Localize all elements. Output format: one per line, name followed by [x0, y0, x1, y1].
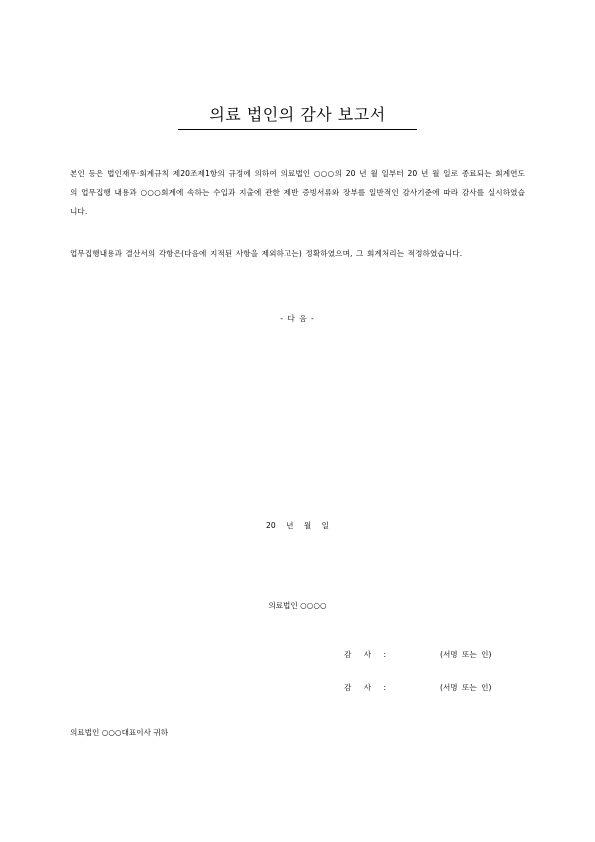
addressee-line: 의료법인 ○○○대표이사 귀하 — [70, 728, 169, 737]
auditor-label: 감 사 : — [344, 650, 392, 659]
auditor-signature-line — [344, 649, 524, 661]
audit-statement-paragraph: 본인 등은 법인재무·회계규칙 제20조제1항의 규정에 의하여 의료법인 ○○○의 20 년 월 일부터 20 년 월 일로 종료되는 회계연도의 업무집행 내용과 ○○○회계에 속하는 수입과 지출에 관한 제반 증빙서류와 장부를 일반적인 감사기준에 따라 감사를 실시하였습니다. — [70, 169, 525, 216]
signature-placeholder: (서명 또는 인) — [440, 683, 492, 692]
document-title: 의료 법인의 감사 보고서 — [209, 105, 386, 124]
corporation-name: 의료법인 ○○○○ — [268, 601, 327, 610]
auditor-label: 감 사 : — [344, 683, 392, 692]
auditor-signature-line — [344, 682, 524, 694]
report-date: 20 년 월 일 — [266, 521, 329, 530]
title-underline — [178, 129, 417, 130]
audit-opinion-paragraph: 업무집행내용과 결산서의 각항은(다음에 지적된 사항을 제외하고는) 정확하였으며, 그 회계처리는 적정하였습니다. — [70, 249, 463, 258]
signature-placeholder: (서명 또는 인) — [440, 650, 492, 659]
section-marker: - 다 음 - — [280, 314, 315, 323]
